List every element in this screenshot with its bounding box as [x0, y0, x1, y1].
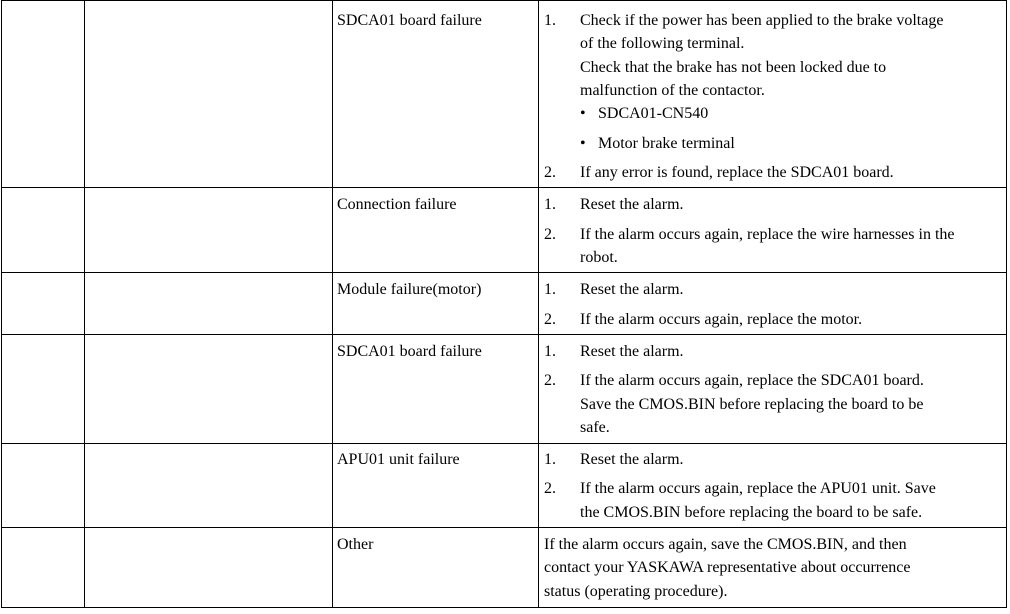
step-note: malfunction of the contactor. [580, 82, 765, 99]
row-divider [1, 443, 1007, 444]
step-text: Reset the alarm. [580, 196, 684, 213]
remedy-text: status (operating procedure). [544, 583, 728, 600]
step-number: 1. [544, 451, 556, 468]
step-text: Check if the power has been applied to the brake voltage [580, 12, 944, 29]
remedy-text: contact your YASKAWA representative about occurrence [544, 559, 911, 576]
bullet-item: SDCA01-CN540 [598, 105, 709, 122]
table-right-border [1006, 0, 1007, 608]
cause-cell: Connection failure [337, 196, 457, 213]
table-bottom-border [1, 607, 1007, 608]
cause-cell: Other [337, 536, 374, 553]
row-divider [1, 527, 1007, 528]
step-text: safe. [580, 419, 610, 436]
step-number: 2. [544, 480, 556, 497]
step-number: 2. [544, 372, 556, 389]
step-text: of the following terminal. [580, 35, 745, 52]
cause-cell: SDCA01 board failure [337, 343, 482, 360]
column-divider [84, 0, 85, 608]
step-text: If any error is found, replace the SDCA01 board. [580, 164, 894, 181]
bullet-item: Motor brake terminal [598, 135, 735, 152]
step-number: 2. [544, 311, 556, 328]
step-text: Reset the alarm. [580, 451, 684, 468]
cause-cell: APU01 unit failure [337, 451, 460, 468]
step-number: 1. [544, 343, 556, 360]
step-text: Reset the alarm. [580, 343, 684, 360]
cause-cell: Module failure(motor) [337, 281, 482, 298]
bullet-icon: • [580, 135, 586, 152]
step-text: If the alarm occurs again, replace the motor. [580, 311, 863, 328]
column-divider [332, 0, 333, 608]
step-number: 1. [544, 196, 556, 213]
cause-cell: SDCA01 board failure [337, 12, 482, 29]
step-text: If the alarm occurs again, replace the SDCA01 board. [580, 372, 924, 389]
step-note: Check that the brake has not been locked due to [580, 59, 887, 76]
step-number: 1. [544, 281, 556, 298]
row-divider [1, 334, 1007, 335]
step-text: the CMOS.BIN before replacing the board to be safe. [580, 504, 923, 521]
step-number: 2. [544, 164, 556, 181]
row-divider [1, 187, 1007, 188]
step-text: Save the CMOS.BIN before replacing the board to be [580, 396, 924, 413]
table-left-border [1, 0, 2, 608]
step-text: robot. [580, 249, 618, 266]
step-text: Reset the alarm. [580, 281, 684, 298]
remedy-text: If the alarm occurs again, save the CMOS.BIN, and then [544, 536, 907, 553]
step-text: If the alarm occurs again, replace the wire harnesses in the [580, 226, 955, 243]
row-divider [1, 272, 1007, 273]
column-divider [538, 0, 539, 608]
step-number: 2. [544, 226, 556, 243]
table-top-border [1, 0, 1007, 1]
step-number: 1. [544, 12, 556, 29]
step-text: If the alarm occurs again, replace the APU01 unit. Save [580, 480, 936, 497]
bullet-icon: • [580, 105, 586, 122]
